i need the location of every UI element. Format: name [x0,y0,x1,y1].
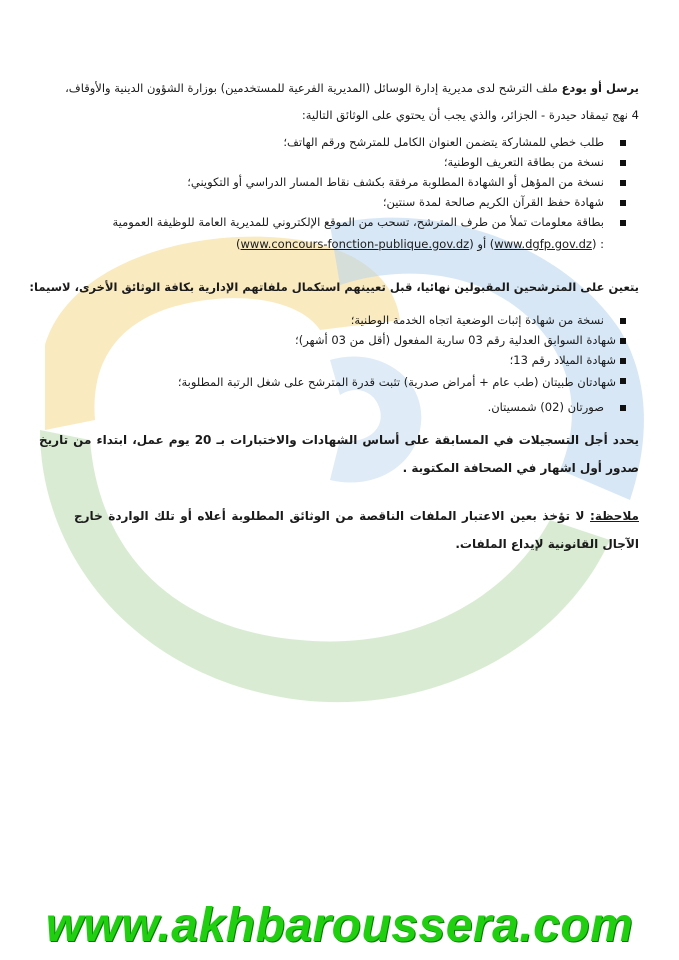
deadline-paragraph: يحدد أجل التسجيلات في المسابقة على أساس الشهادات والاختبارات بـ 20 يوم عمل، ابتداء من تاريخ صدور أول اشهار في الصحافة المكتوبة . [39,433,639,475]
links-line: : (www.dgfp.gov.dz) أو (www.concours-fonction-publique.gov.dz) [236,237,604,251]
document-item-1: طلب خطي للمشاركة يتضمن العنوان الكامل للمترشح ورقم الهاتف؛ [283,135,604,149]
intro-bold: يرسل أو يودع [561,81,639,95]
document-item-3: نسخة من المؤهل أو الشهادة المطلوبة مرفقة بكشف نقاط المسار الدراسي أو التكويني؛ [187,175,604,189]
bullet-icon [620,160,626,166]
bullet-icon [620,200,626,206]
bullet-icon [620,358,626,364]
note-label: ملاحظة: [590,509,639,523]
intro-line-1 [39,79,639,97]
note-text: لا تؤخذ بعين الاعتبار الملفات الناقصة من الوثائق المطلوبة أعلاه أو تلك الواردة خارج الآجال القانونية لإيداع الملفات. [74,509,639,551]
bullet-icon [620,338,626,344]
bullet-icon [620,180,626,186]
links-connector: أو [477,237,487,251]
final-candidates-heading: يتعين على المترشحين المقبولين نهائيا، قبل تعيينهم استكمال ملفاتهم الإدارية بكافة الوثائق الأخرى، لاسيما: [29,280,639,294]
website-banner: www.akhbaroussera.com [45,899,634,952]
final-item-2: شهادة السوابق العدلية رقم 03 سارية المفعول (أقل من 03 أشهر)؛ [295,333,616,347]
intro-rest: ملف الترشح لدى مديرية إدارة الوسائل (المديرية الفرعية للمستخدمين) بوزارة الشؤون الدينية والأوقاف، [65,81,558,95]
bullet-icon [620,405,626,411]
final-item-4: شهادتان طبيتان (طب عام + أمراض صدرية) تثبت قدرة المترشح على شغل الرتبة المطلوبة؛ [177,375,616,389]
document-item-4: شهادة حفظ القرآن الكريم صالحة لمدة سنتين؛ [382,195,604,209]
document-item-5: بطاقة معلومات تملأ من طرف المترشح، تسحب من الموقع الإلكتروني للمديرية العامة للوظيفة العمومية [112,215,604,229]
final-item-3: شهادة الميلاد رقم 13؛ [509,353,616,367]
bullet-icon [620,140,626,146]
concours-link[interactable]: www.concours-fonction-publique.gov.dz [240,237,470,251]
bullet-icon [620,318,626,324]
dgfp-link[interactable]: www.dgfp.gov.dz [494,237,592,251]
note-paragraph [74,502,639,558]
final-item-5: صورتان (02) شمسيتان. [487,400,604,414]
intro-line-2: 4 نهج تيمقاد حيدرة - الجزائر، والذي يجب أن يحتوي على الوثائق التالية: [301,108,639,122]
bullet-icon [620,220,626,226]
document-item-2: نسخة من بطاقة التعريف الوطنية؛ [443,155,604,169]
final-item-1: نسخة من شهادة إثبات الوضعية اتجاه الخدمة الوطنية؛ [350,313,604,327]
bullet-icon [620,378,626,384]
